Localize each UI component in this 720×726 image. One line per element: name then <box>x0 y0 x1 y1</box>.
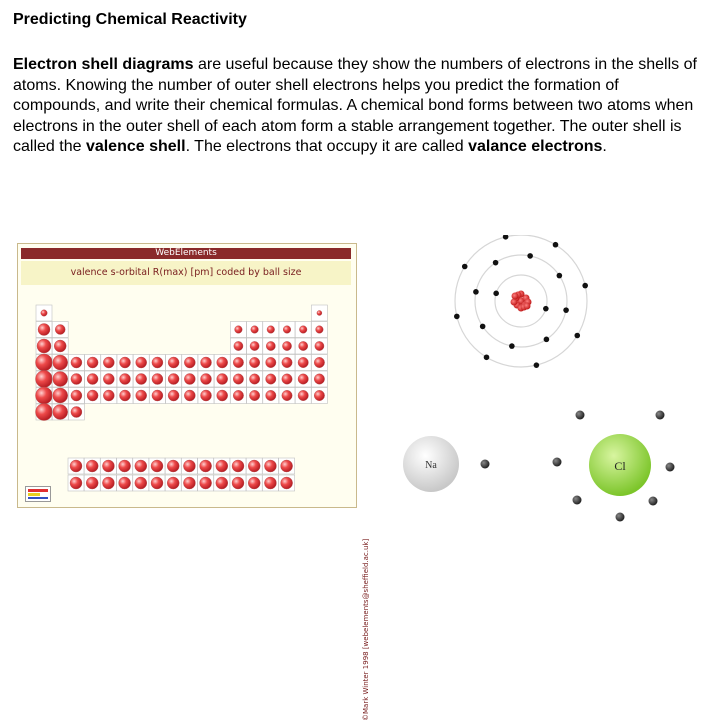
element-ball <box>136 374 147 385</box>
element-ball <box>152 390 163 401</box>
electron <box>454 314 460 320</box>
electron <box>473 289 479 295</box>
copyright-vertical <box>358 506 372 726</box>
ionic-bond-diagram <box>400 405 690 525</box>
element-ball <box>248 460 260 472</box>
chlorine-electron <box>553 458 562 467</box>
element-ball <box>201 357 212 368</box>
electron <box>543 306 549 312</box>
electron <box>563 307 569 313</box>
electron <box>557 273 563 279</box>
element-ball <box>36 387 53 404</box>
sodium-label: Na <box>425 460 437 471</box>
nucleon <box>511 299 518 306</box>
element-ball <box>103 374 114 385</box>
element-ball <box>282 374 292 384</box>
element-ball <box>87 390 98 401</box>
element-ball <box>151 477 163 489</box>
nucleon <box>512 293 519 300</box>
electron <box>480 324 486 330</box>
element-ball <box>168 390 179 401</box>
chlorine-electron <box>573 496 582 505</box>
element-ball <box>71 407 82 418</box>
intro-paragraph <box>13 55 708 158</box>
element-ball <box>283 326 291 334</box>
element-ball <box>184 374 195 385</box>
element-ball <box>168 357 179 368</box>
element-cells <box>36 305 328 491</box>
webelements-subtitle: valence s-orbital R(max) [pm] coded by ball size <box>21 261 351 285</box>
periodic-table-grid <box>18 244 356 507</box>
electron <box>503 235 509 240</box>
element-ball <box>54 340 66 352</box>
element-ball <box>266 374 276 384</box>
nucleon <box>524 303 531 310</box>
element-ball <box>299 341 308 350</box>
element-ball <box>299 326 307 334</box>
copyright-text: ©Mark Winter 1998 [webelements@sheffield.ac.uk] <box>362 538 370 721</box>
element-ball <box>102 477 114 489</box>
element-ball <box>53 372 68 387</box>
element-ball <box>216 477 228 489</box>
element-ball <box>201 374 212 385</box>
element-ball <box>248 477 260 489</box>
element-ball <box>103 357 114 368</box>
element-ball <box>53 405 68 420</box>
element-ball <box>200 477 212 489</box>
element-ball <box>217 357 228 368</box>
element-ball <box>314 357 324 367</box>
element-ball <box>217 390 228 401</box>
electron <box>544 337 550 343</box>
periodic-table-figure <box>17 243 370 721</box>
term-valence-shell: valence shell <box>85 138 186 155</box>
term-electron-shell-diagrams: Electron shell diagrams <box>13 56 194 73</box>
element-ball <box>167 477 179 489</box>
element-ball <box>70 460 82 472</box>
chlorine-electron <box>649 497 658 506</box>
element-ball <box>232 477 244 489</box>
element-ball <box>36 371 53 388</box>
element-ball <box>136 390 147 401</box>
element-ball <box>119 477 131 489</box>
chlorine-electron <box>656 411 665 420</box>
element-ball <box>200 460 212 472</box>
element-ball <box>282 341 291 350</box>
element-ball <box>316 326 324 334</box>
webelements-header: WebElements <box>21 248 351 259</box>
element-ball <box>168 374 179 385</box>
element-ball <box>71 390 82 401</box>
element-ball <box>103 390 114 401</box>
element-ball <box>37 339 51 353</box>
electron <box>574 333 580 339</box>
element-ball <box>183 460 195 472</box>
element-ball <box>298 374 308 384</box>
electron <box>509 343 515 349</box>
element-ball <box>136 357 147 368</box>
element-ball <box>298 357 308 367</box>
element-ball <box>120 390 131 401</box>
chlorine-label: Cl <box>614 459 626 473</box>
element-ball <box>233 357 243 367</box>
electron <box>462 264 468 270</box>
element-ball <box>184 357 195 368</box>
element-ball <box>232 460 244 472</box>
element-ball <box>264 460 276 472</box>
element-ball <box>264 477 276 489</box>
element-ball <box>282 390 292 400</box>
element-ball <box>281 460 293 472</box>
element-ball <box>267 326 275 334</box>
element-ball <box>36 404 53 421</box>
paragraph-text-3: . <box>602 138 607 155</box>
element-ball <box>281 477 293 489</box>
electron <box>484 354 490 360</box>
element-ball <box>266 341 275 350</box>
element-ball <box>317 311 322 316</box>
element-ball <box>201 390 212 401</box>
electron <box>534 362 540 368</box>
element-ball <box>53 388 68 403</box>
chlorine-electron <box>666 463 675 472</box>
element-ball <box>36 354 53 371</box>
legend-swatch <box>25 486 51 502</box>
element-ball <box>249 390 259 400</box>
element-ball <box>41 310 47 316</box>
element-ball <box>167 460 179 472</box>
element-ball <box>87 357 98 368</box>
element-ball <box>249 357 259 367</box>
element-ball <box>120 374 131 385</box>
element-ball <box>70 477 82 489</box>
element-ball <box>183 477 195 489</box>
element-ball <box>38 324 50 336</box>
electron <box>553 242 559 248</box>
element-ball <box>298 390 308 400</box>
element-ball <box>135 460 147 472</box>
element-ball <box>216 460 228 472</box>
element-ball <box>55 325 65 335</box>
electron <box>527 253 533 259</box>
element-ball <box>151 460 163 472</box>
element-ball <box>152 357 163 368</box>
element-ball <box>87 374 98 385</box>
chlorine-electron <box>616 513 625 522</box>
element-ball <box>251 326 259 334</box>
element-ball <box>315 341 324 350</box>
element-ball <box>233 390 243 400</box>
page-title: Predicting Chemical Reactivity <box>13 11 247 28</box>
element-ball <box>314 390 324 400</box>
electron <box>493 260 499 266</box>
element-ball <box>86 460 98 472</box>
term-valance-electrons: valance electrons <box>468 138 603 155</box>
element-ball <box>119 460 131 472</box>
element-ball <box>152 374 163 385</box>
element-ball <box>102 460 114 472</box>
sodium-electron <box>481 460 490 469</box>
element-ball <box>250 341 259 350</box>
element-ball <box>266 357 276 367</box>
nucleus <box>511 291 532 312</box>
paragraph-text-2: . The electrons that occupy it are called <box>185 138 469 155</box>
element-ball <box>217 374 228 385</box>
element-ball <box>53 355 68 370</box>
element-ball <box>71 374 82 385</box>
element-ball <box>233 374 243 384</box>
element-ball <box>184 390 195 401</box>
electron <box>582 283 588 289</box>
element-ball <box>266 390 276 400</box>
element-ball <box>234 341 243 350</box>
element-ball <box>235 326 243 334</box>
element-ball <box>135 477 147 489</box>
element-ball <box>314 374 324 384</box>
chlorine-electron <box>576 411 585 420</box>
element-ball <box>282 357 292 367</box>
paragraph-text-1: are useful because they show the numbers of electrons in the shells of atoms. Knowing the number of outer shell electrons helps you predict the formation of compounds, and write their chemical formulas. A chemical bond forms between two atoms when electrons in the outer shell of each atom form a stable arrangement together. The outer shell is called the <box>13 56 697 155</box>
element-ball <box>71 357 82 368</box>
electron <box>493 291 499 297</box>
element-ball <box>120 357 131 368</box>
element-ball <box>86 477 98 489</box>
bohr-atom-diagram <box>443 235 603 385</box>
element-ball <box>249 374 259 384</box>
